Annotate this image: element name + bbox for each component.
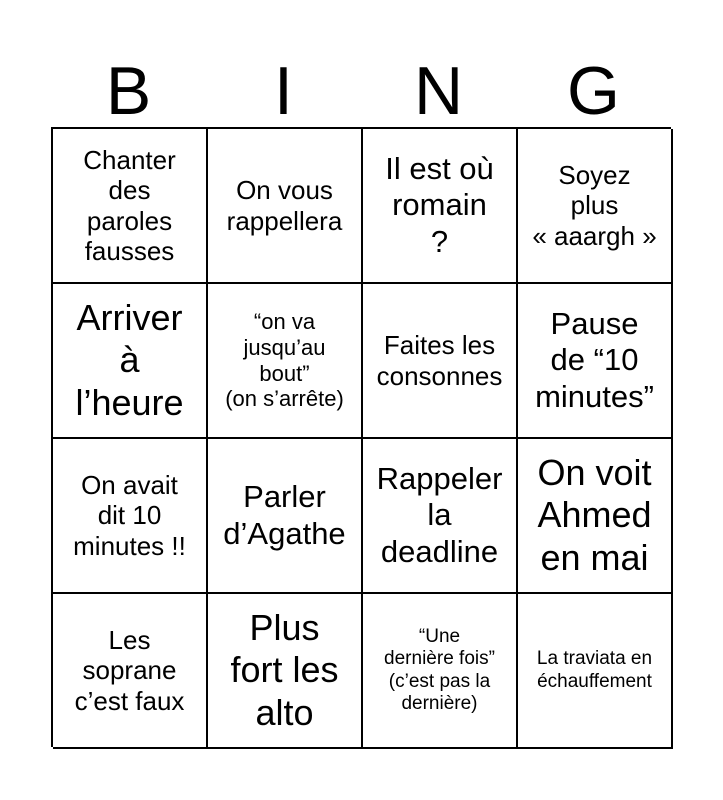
cell-text: Parler d’Agathe — [223, 479, 346, 551]
bingo-cell[interactable] — [518, 284, 673, 439]
header-letter-b: B — [105, 53, 152, 129]
cell-text: On vous rappellera — [226, 175, 343, 236]
cell-text: Rappeler la deadline — [376, 461, 503, 569]
cell-text: Pause de “10 minutes” — [535, 306, 654, 414]
bingo-cell[interactable] — [518, 439, 673, 594]
bingo-grid — [51, 127, 671, 747]
bingo-cell[interactable] — [53, 129, 208, 284]
bingo-cell[interactable] — [363, 439, 518, 594]
bingo-cell[interactable] — [208, 439, 363, 594]
bingo-cell[interactable] — [363, 129, 518, 284]
cell-text: Il est où romain ? — [385, 151, 494, 259]
bingo-cell[interactable] — [53, 284, 208, 439]
bingo-cell[interactable] — [518, 594, 673, 749]
header-letter-n: N — [413, 53, 464, 129]
header-letter-g: G — [567, 53, 620, 129]
header-letter-i: I — [274, 53, 293, 129]
bingo-cell[interactable] — [208, 284, 363, 439]
bingo-cell[interactable] — [363, 594, 518, 749]
bingo-cell[interactable] — [208, 129, 363, 284]
cell-text: La traviata en échauffement — [536, 648, 653, 692]
cell-text: Les soprane c’est faux — [74, 624, 185, 716]
cell-text: On avait dit 10 minutes !! — [73, 469, 186, 561]
bingo-cell[interactable] — [53, 594, 208, 749]
cell-text: “Une dernière fois” (c’est pas la dernière) — [384, 626, 495, 714]
cell-text: Chanter des paroles fausses — [83, 144, 176, 266]
bingo-cell[interactable] — [363, 284, 518, 439]
cell-text: Faites les consonnes — [376, 330, 503, 391]
cell-text: Soyez plus « aaargh » — [532, 159, 657, 251]
cell-text: On voit Ahmed en mai — [537, 452, 652, 578]
bingo-cell[interactable] — [53, 439, 208, 594]
cell-text: “on va jusqu’au bout” (on s’arrête) — [225, 309, 344, 412]
cell-text: Arriver à l’heure — [75, 297, 184, 423]
bingo-cell[interactable] — [208, 594, 363, 749]
bingo-header — [51, 55, 671, 128]
cell-text: Plus fort les alto — [230, 607, 339, 733]
bingo-cell[interactable] — [518, 129, 673, 284]
